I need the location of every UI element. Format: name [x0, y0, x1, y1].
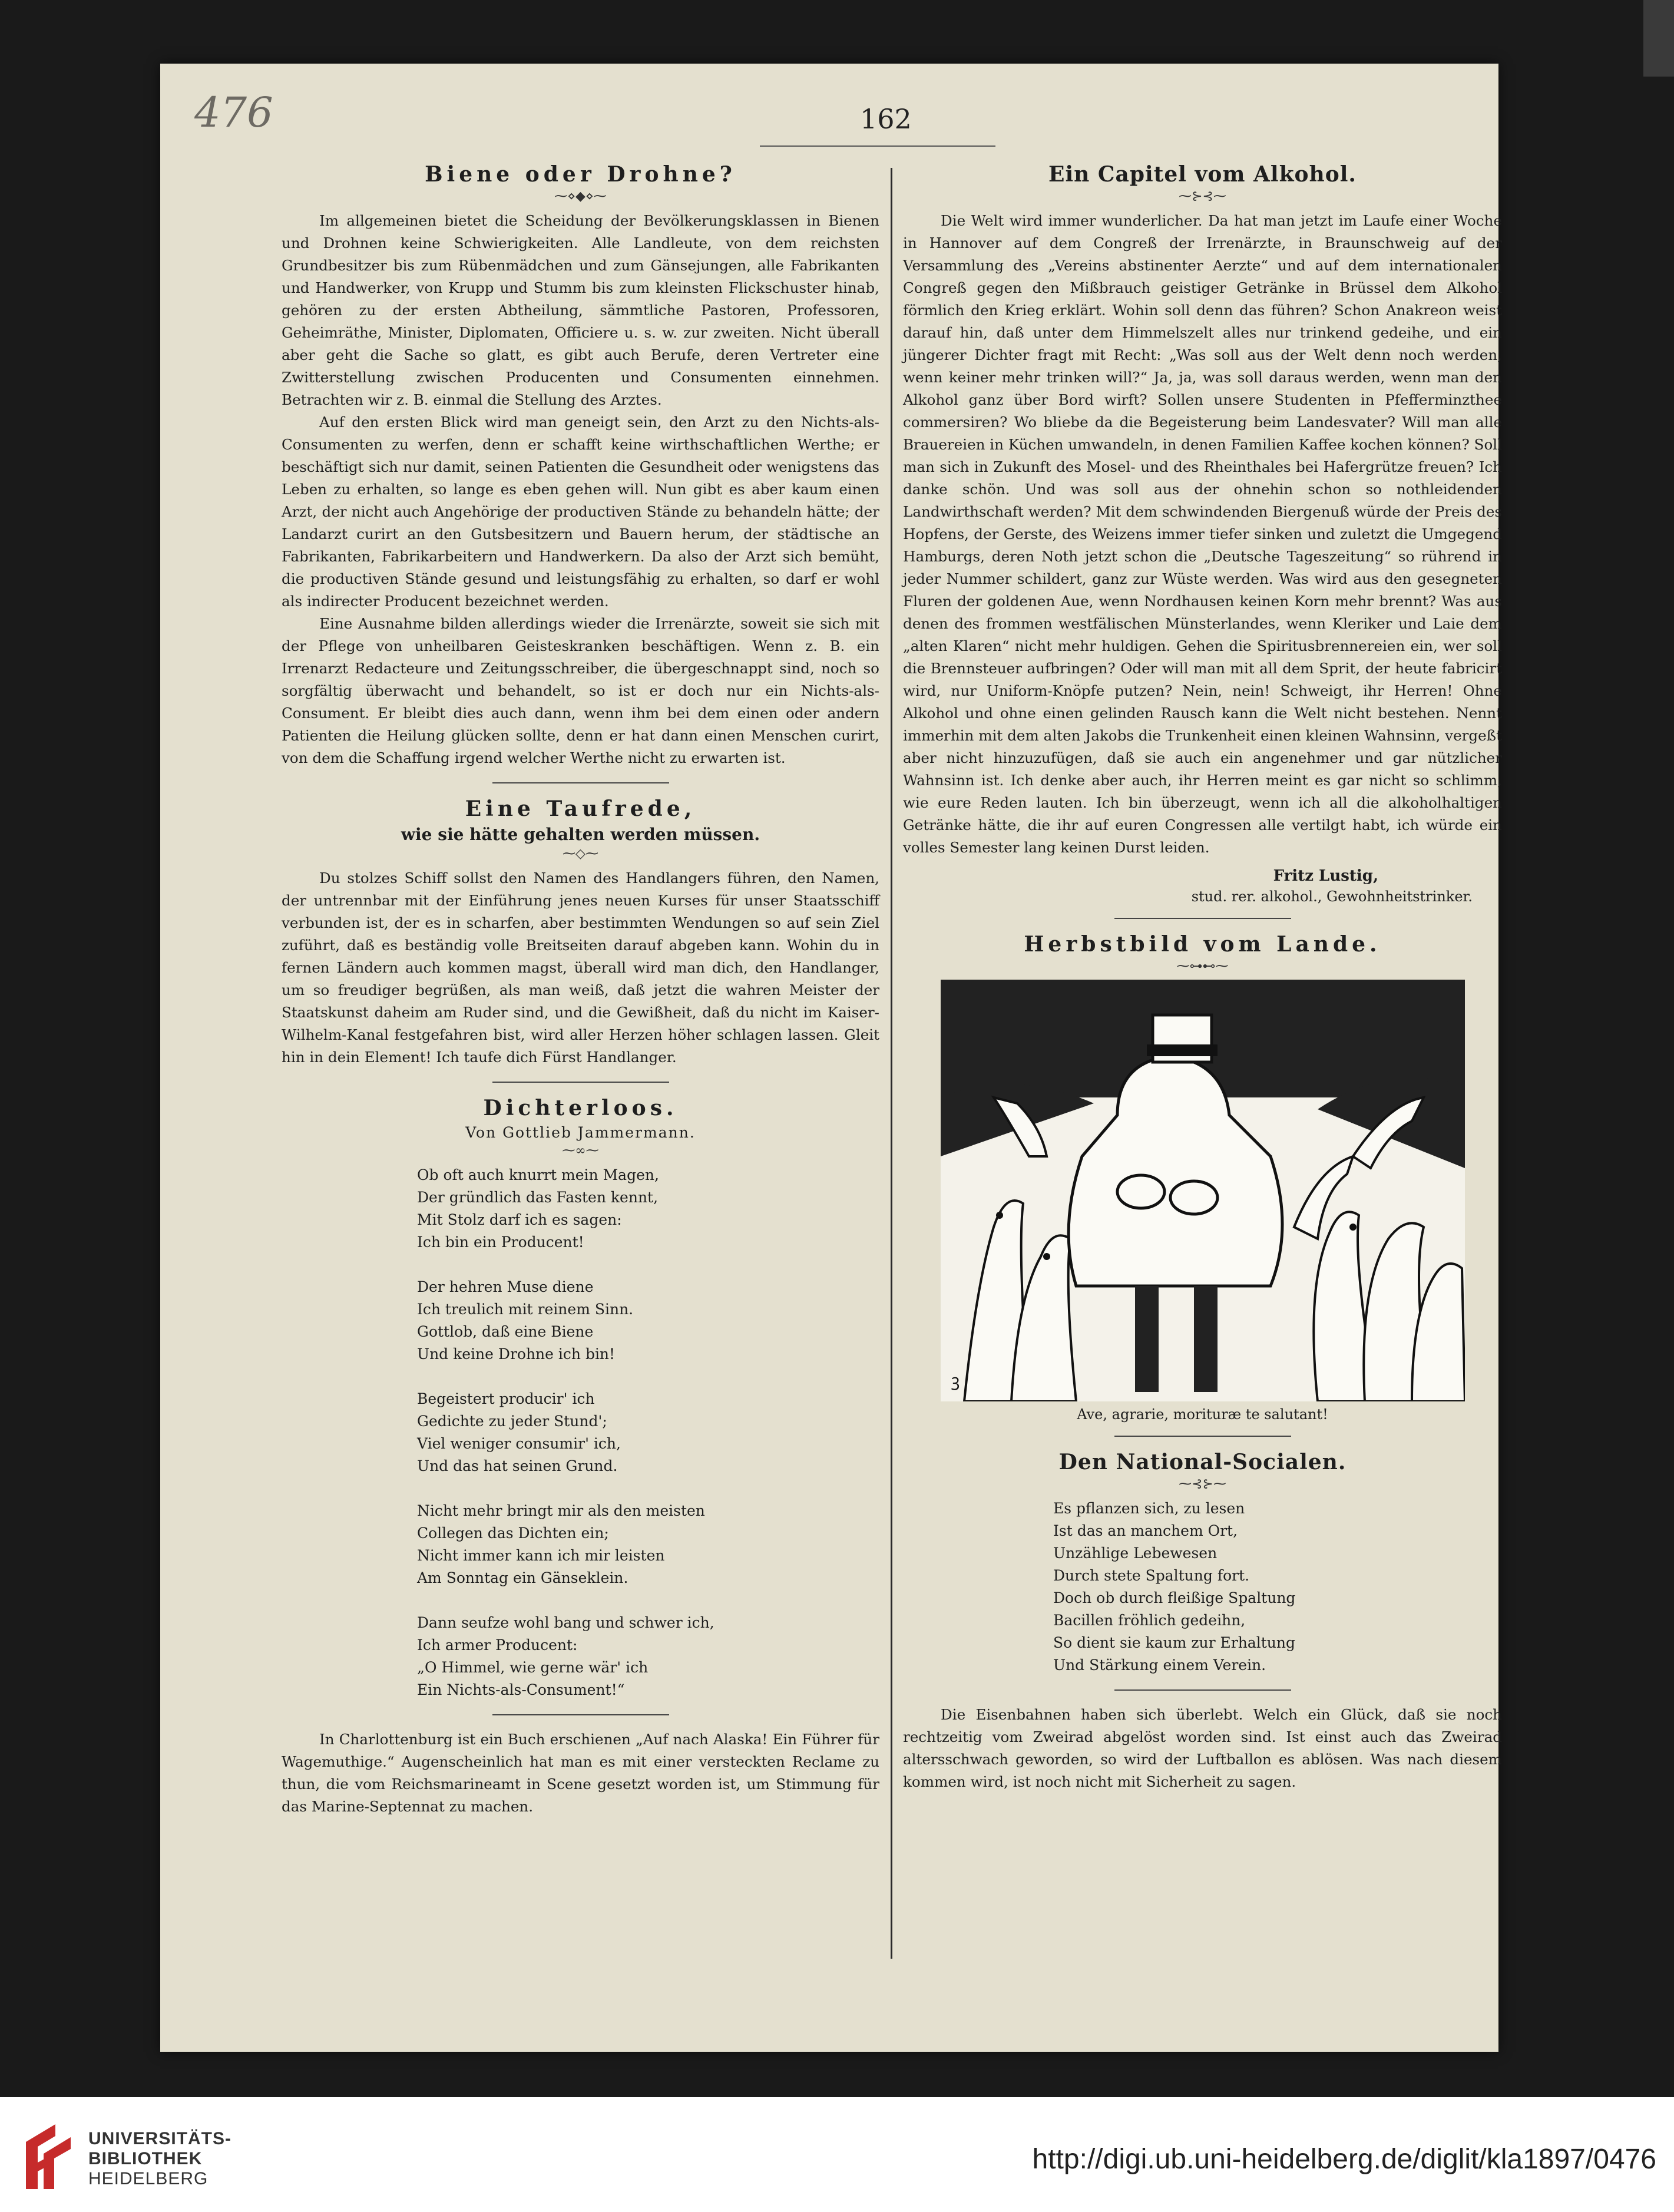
poem-line: Ein Nichts-als-Consument!“: [417, 1681, 625, 1698]
poem-line: Es pflanzen sich, zu lesen: [1053, 1500, 1245, 1517]
section-rule: [492, 782, 669, 783]
poem-line: Nicht mehr bringt mir als den meisten: [417, 1502, 705, 1519]
article-subtitle: wie sie hätte gehalten werden müssen.: [401, 825, 760, 844]
ornament: ⁓◇⁓: [563, 847, 598, 861]
poem-line: Der gründlich das Fasten kennt,: [417, 1189, 659, 1206]
paragraph: In Charlottenburg ist ein Buch erschienen „Auf nach Alaska! Ein Führer für Wagemuthige.“ Augenscheinlich hat man es mit einer versteckten Reclame zu thun, die vom Reichsmarineamt in Scene gesetzt worden ist, um Stimmung für das Marine-Septennat zu machen.: [282, 1731, 879, 1815]
article-national-socialen: [903, 1450, 1502, 1677]
paragraph: Die Welt wird immer wunderlicher. Da hat man jetzt im Laufe einer Woche in Hannover auf dem Congreß der Irrenärzte, in Braunschweig auf der Versammlung des „Vereins abstinenter Aerzte“ und auf dem internationalen Congreß gegen den Mißbrauch geistiger Getränke in Brüssel dem Alkohol förmlich den Krieg erklärt. Wohin soll denn das führen? Schon Anakreon weist darauf hin, daß unter dem Himmelszelt alles nur trinkend gedeihe, und ein jüngerer Dichter fragt mit Recht: „Was soll aus der Welt denn noch werden, wenn keiner mehr trinken will?“ Ja, ja, was soll daraus werden, wenn man den Alkohol ganz über Bord wirft? Sollen unsere Studenten in Pfefferminzthee commersiren? Wo bliebe da die Begeisterung beim Landesvater? Will man alle Brauereien in Küchen umwandeln, in denen Familien Kaffee kochen können? Soll man sich in Zukunft des Mosel- und des Rheinthales bei Hafergrütze freuen? Ich danke schön. Und was soll aus der ohnehin schon so nothleidenden Landwirthschaft werden? Mit dem schwindenden Biergenuß würde der Preis des Hopfens, der Gerste, des Weizens immer tiefer sinken und zuletzt die Umgegend Hamburgs, deren Noth jetzt schon die „Deutsche Tageszeitung“ so rührend in jeder Nummer schildert, ganz zur Wüste werden. Was wird aus den gesegneten Fluren der goldenen Aue, wenn Nordhausen keinen Korn mehr brennt? Was aus denen des frommen westfälischen Münsterlandes, wenn Kleriker und Laie dem „alten Klaren“ nicht mehr huldigen. Gehen die Spiritusbrennereien ein, wer soll die Brennsteuer aufbringen? Oder will man mit all dem Sprit, der heute fabricirt wird, nur Uniform-Knöpfe putzen? Nein, nein! Schweigt, ihr Herren! Ohne Alkohol und ohne einen gelinden Rausch kann die Welt nicht bestehen. Nennt immerhin mit dem alten Jakobs die Trunkenheit einen kleinen Wahnsinn, vergeßt aber nicht hinzuzufügen, daß sie auch ein angenehmer und gar nützlicher Wahnsinn ist. Ich denke aber auch, ihr Herren meint es gar nicht so schlimm, wie eure Reden lauten. Ich bin überzeugt, wenn ich all die alkoholhaltigen Getränke hätte, die ihr auf euren Congressen alle vertilgt habt, ich würde ein volles Semester lang keinen Durst leiden.: [903, 212, 1502, 856]
ornament: ⁓⊰⊱⁓: [1179, 1477, 1226, 1492]
poem-line: Begeistert producir' ich: [417, 1390, 595, 1407]
paragraph: Im allgemeinen bietet die Scheidung der Bevölkerungsklassen in Bienen und Drohnen keine Schwierigkeiten. Alle Landleute, von dem reichsten Grundbesitzer bis zum Rübenmädchen und zum Gänsejungen, alle Fabrikanten und Handwerker, von Krupp und Stumm bis zum kleinsten Flickschuster hinab, gehören zu der ersten Abtheilung, sämmtliche Pastoren, Professoren, Geheimräthe, Minister, Diplomaten, Officiere u. s. w. zur zweiten. Nicht überall aber geht die Sache so glatt, es gibt auch Berufe, deren Vertreter eine Zwitterstellung zwischen Producenten und Consumenten einnehmen. Betrachten wir z. B. einmal die Stellung des Arztes.: [282, 212, 879, 408]
poem-line: Collegen das Dichten ein;: [417, 1525, 609, 1542]
section-rule: [492, 1082, 669, 1083]
ornament: ⁓∞⁓: [562, 1143, 599, 1158]
section-rule: [1114, 918, 1291, 919]
poem-line: Ich armer Producent:: [417, 1636, 578, 1654]
column-divider: [891, 168, 892, 1959]
poem-line: Der hehren Muse diene: [417, 1278, 594, 1295]
illustration-caption: Ave, agrarie, morituræ te salutant!: [1077, 1406, 1328, 1423]
poem-line: Unzählige Lebewesen: [1053, 1545, 1218, 1562]
paragraph: Du stolzes Schiff sollst den Namen des Handlangers führen, den Namen, der untrennbar mit der Einführung jenes neuen Kurses für unser Staatsschiff verbunden ist, der es in scharfen, aber bestimmten Wendungen so auf sein Ziel zuführt, daß es beständig volle Breitseiten darauf abgeben kann. Wohin du in fernen Ländern auch kommen magst, überall wird man dich, den Handlanger, um so freudiger begrüßen, als man weiß, daß jetzt die wahren Meister der Staatskunst daheim am Ruder sind, und die Gewißheit, daß du nicht im Kaiser-Wilhelm-Kanal festgefahren bist, wird aller Herzen höher schlagen lassen. Gleit hin in dein Element! Ich taufe dich Fürst Handlanger.: [282, 869, 879, 1066]
article-capitel-vom-alkohol: [903, 162, 1502, 905]
page-number: 162: [860, 103, 912, 135]
article-title: Ein Capitel vom Alkohol.: [1048, 162, 1357, 187]
poem-line: Und das hat seinen Grund.: [417, 1457, 618, 1474]
poem: [417, 1164, 879, 1701]
svg-text:ꝫ: ꝫ: [951, 1371, 960, 1390]
ornament: ⁓⊶⊷⁓: [1176, 959, 1229, 974]
ornament: ⁓⋄◆⋄⁓: [554, 189, 607, 204]
poem-line: Ist das an manchem Ort,: [1053, 1522, 1238, 1539]
right-column: [903, 162, 1502, 1793]
article-eisenbahnen: [903, 1704, 1502, 1793]
library-logo-text: [88, 2129, 231, 2189]
poem-line: „O Himmel, wie gerne wär' ich: [417, 1659, 649, 1676]
poem-line: Mit Stolz darf ich es sagen:: [417, 1211, 622, 1228]
article-title: Dichterloos.: [483, 1096, 678, 1120]
signature-name: Fritz Lustig,: [1273, 867, 1378, 885]
page-number-rule: [760, 139, 995, 147]
logo-line: HEIDELBERG: [88, 2169, 209, 2188]
article-title: Biene oder Drohne?: [425, 162, 736, 187]
article-title: Eine Taufrede,: [465, 796, 696, 821]
stanza: [417, 1500, 879, 1589]
source-url-link[interactable]: http://digi.ub.uni-heidelberg.de/diglit/kla1897/0476: [1032, 2144, 1656, 2175]
stanza: [417, 1612, 879, 1701]
cartoon-illustration: [941, 980, 1465, 1401]
article-title: Herbstbild vom Lande.: [1024, 932, 1381, 957]
poem-line: Und keine Drohne ich bin!: [417, 1345, 616, 1363]
article-alaska: [282, 1728, 879, 1818]
poem-line: Ich treulich mit reinem Sinn.: [417, 1301, 634, 1318]
poem-line: Doch ob durch fleißige Spaltung: [1053, 1589, 1296, 1606]
byline: Von Gottlieb Jammermann.: [465, 1124, 696, 1141]
poem-line: Bacillen fröhlich gedeihn,: [1053, 1612, 1246, 1629]
article-herbstbild: [903, 932, 1502, 1423]
paragraph: Auf den ersten Blick wird man geneigt sein, den Arzt zu den Nichts-als-Consumenten zu werfen, denn er schafft keine wirthschaftlichen Werthe; er beschäftigt sich nur damit, seinen Patienten die Gesundheit oder wenigstens das Leben zu erhalten, so lange es eben gehen will. Nun gibt es aber kaum einen Arzt, der nicht auch Angehörige der productiven Stände zu behandeln hätte; der Landarzt curirt an den Gutsbesitzern und Bauern herum, der städtische an Fabrikanten, Fabrikarbeitern und Handwerkern. Da also der Arzt sich bemüht, die productiven Stände gesund und leistungsfähig zu erhalten, so darf er wohl als indirecter Producent bezeichnet werden.: [282, 414, 879, 610]
ornament: ⁓⊱⊰⁓: [1179, 189, 1226, 204]
poem-line: Ich bin ein Producent!: [417, 1234, 584, 1251]
poem-line: Und Stärkung einem Verein.: [1053, 1656, 1266, 1674]
footer-bar: [0, 2097, 1674, 2212]
poem-line: Nicht immer kann ich mir leisten: [417, 1547, 665, 1564]
section-rule: [492, 1714, 669, 1715]
manuscript-number: 476: [194, 88, 273, 137]
article-title: Den National-Socialen.: [1058, 1450, 1347, 1474]
poem-line: Ob oft auch knurrt mein Magen,: [417, 1166, 659, 1183]
stanza: [417, 1276, 879, 1365]
poem-line: Am Sonntag ein Gänseklein.: [417, 1569, 628, 1586]
paragraph: Die Eisenbahnen haben sich überlebt. Welch ein Glück, daß sie noch rechtzeitig vom Zweirad abgelöst worden sind. Ist einst auch das Zweirad altersschwach geworden, so wird der Luftballon es ablösen. Was nach diesem kommen wird, ist noch nicht mit Sicherheit zu sagen.: [903, 1706, 1502, 1790]
stanza: [417, 1388, 879, 1477]
left-column: [282, 162, 879, 1818]
poem-line: Durch stete Spaltung fort.: [1053, 1567, 1250, 1584]
logo-line: BIBLIOTHEK: [88, 2149, 203, 2168]
article-biene-oder-drohne: [282, 162, 879, 769]
section-rule: [1114, 1436, 1291, 1437]
section-rule: [1114, 1689, 1291, 1691]
poem: [1053, 1497, 1502, 1677]
poem-line: Gedichte zu jeder Stund';: [417, 1413, 607, 1430]
poem-line: So dient sie kaum zur Erhaltung: [1053, 1634, 1296, 1651]
article-taufrede: [282, 796, 879, 1069]
poem-line: Gottlob, daß eine Biene: [417, 1323, 594, 1340]
stanza: [417, 1164, 879, 1254]
library-logo-icon: [20, 2118, 74, 2195]
scan-edge: [1643, 0, 1674, 77]
poem-line: Dann seufze wohl bang und schwer ich,: [417, 1614, 714, 1631]
article-dichterloos: [282, 1096, 879, 1701]
signature-description: stud. rer. alkohol., Gewohnheitstrinker.: [1191, 888, 1473, 905]
logo-line: UNIVERSITÄTS-: [88, 2129, 232, 2148]
poem-line: Viel weniger consumir' ich,: [417, 1435, 621, 1452]
paragraph: Eine Ausnahme bilden allerdings wieder die Irrenärzte, soweit sie sich mit der Pflege von unheilbaren Geisteskranken beschäftigen. Wenn z. B. ein Irrenarzt Redacteure und Zeitungsschreiber, die übergeschnappt sind, noch so sorgfältig überwacht und behandelt, so ist er doch nur ein Nichts-als-Consument. Er bleibt dies auch dann, wenn ihm bei dem einen oder andern Patienten die Heilung glücken sollte, denn er hat dann einen Menschen curirt, von dem die Schaffung irgend welcher Werthe nicht zu erwarten ist.: [282, 615, 879, 766]
